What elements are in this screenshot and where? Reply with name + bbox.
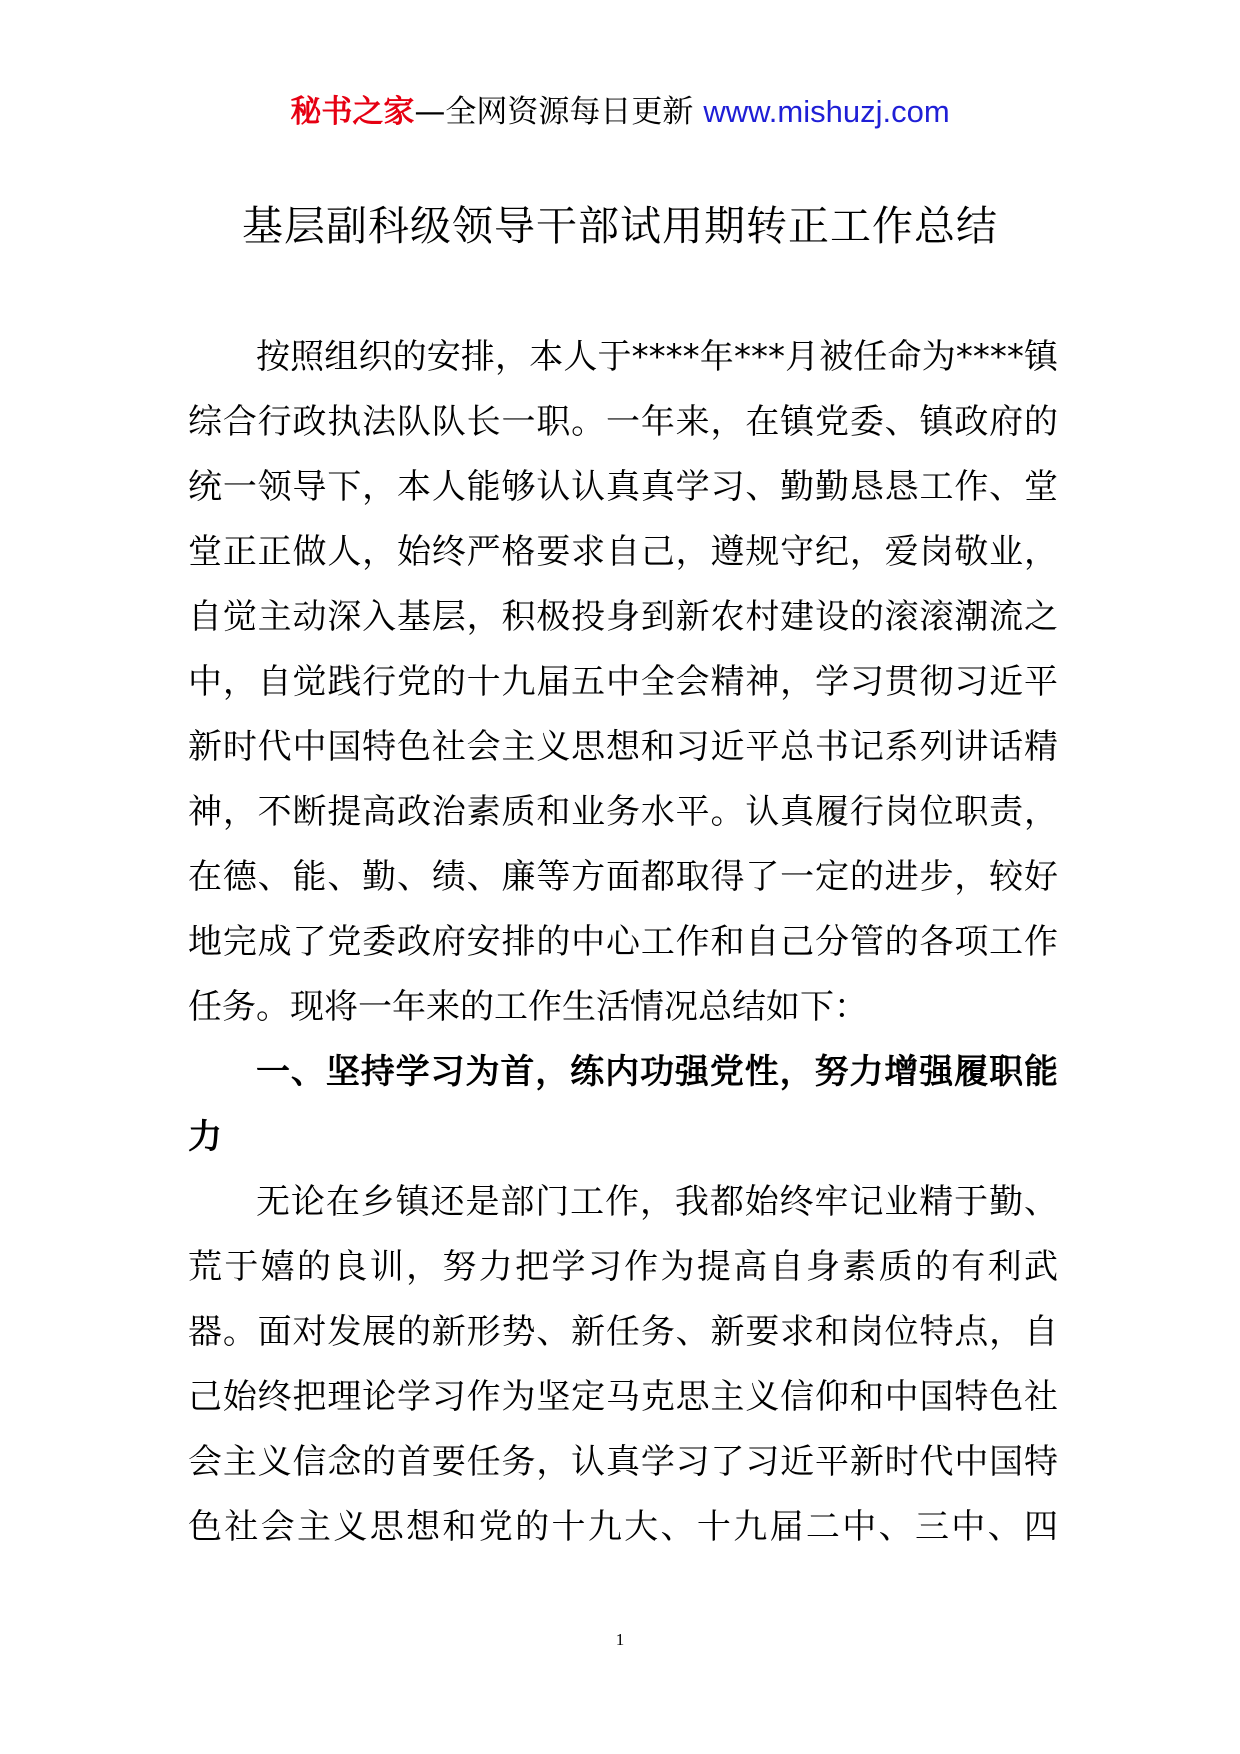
section-heading: 一、坚持学习为首，练内功强党性，努力增强履职能 — [256, 1052, 1058, 1092]
site-header — [0, 92, 1240, 132]
body-line: 堂正正做人，始终严格要求自己，遵规守纪，爱岗敬业， — [188, 532, 1058, 572]
body-line: 自觉主动深入基层，积极投身到新农村建设的滚滚潮流之 — [188, 597, 1058, 637]
body-line: 会主义信念的首要任务，认真学习了习近平新时代中国特 — [188, 1442, 1058, 1482]
document-body — [188, 325, 1058, 1560]
body-line: 在德、能、勤、绩、廉等方面都取得了一定的进步，较好 — [188, 857, 1058, 897]
site-tagline: —全网资源每日更新 — [414, 94, 694, 130]
body-line: 统一领导下，本人能够认认真真学习、勤勤恳恳工作、堂 — [188, 467, 1058, 507]
body-line: 荒于嬉的良训，努力把学习作为提高自身素质的有利武 — [188, 1247, 1058, 1287]
body-line: 中，自觉践行党的十九届五中全会精神，学习贯彻习近平 — [188, 662, 1058, 702]
body-line: 色社会主义思想和党的十九大、十九届二中、三中、四 — [188, 1507, 1058, 1547]
body-line: 地完成了党委政府安排的中心工作和自己分管的各项工作 — [188, 922, 1058, 962]
section-heading-continuation: 力 — [188, 1117, 222, 1157]
site-url-link[interactable]: www.mishuzj.com — [703, 94, 950, 129]
page-number: 1 — [615, 1630, 625, 1649]
document-title: 基层副科级领导干部试用期转正工作总结 — [242, 202, 998, 250]
body-line: 无论在乡镇还是部门工作，我都始终牢记业精于勤、 — [256, 1182, 1058, 1222]
body-line: 任务。现将一年来的工作生活情况总结如下： — [188, 987, 868, 1027]
body-line: 己始终把理论学习作为坚定马克思主义信仰和中国特色社 — [188, 1377, 1058, 1417]
body-line: 神，不断提高政治素质和业务水平。认真履行岗位职责， — [188, 792, 1058, 832]
body-line: 综合行政执法队队长一职。一年来，在镇党委、镇政府的 — [188, 402, 1058, 442]
body-line: 新时代中国特色社会主义思想和习近平总书记系列讲话精 — [188, 727, 1058, 767]
site-brand: 秘书之家 — [290, 94, 415, 130]
body-line: 器。面对发展的新形势、新任务、新要求和岗位特点，自 — [188, 1312, 1058, 1352]
body-line: 按照组织的安排，本人于****年***月被任命为****镇 — [256, 337, 1058, 377]
